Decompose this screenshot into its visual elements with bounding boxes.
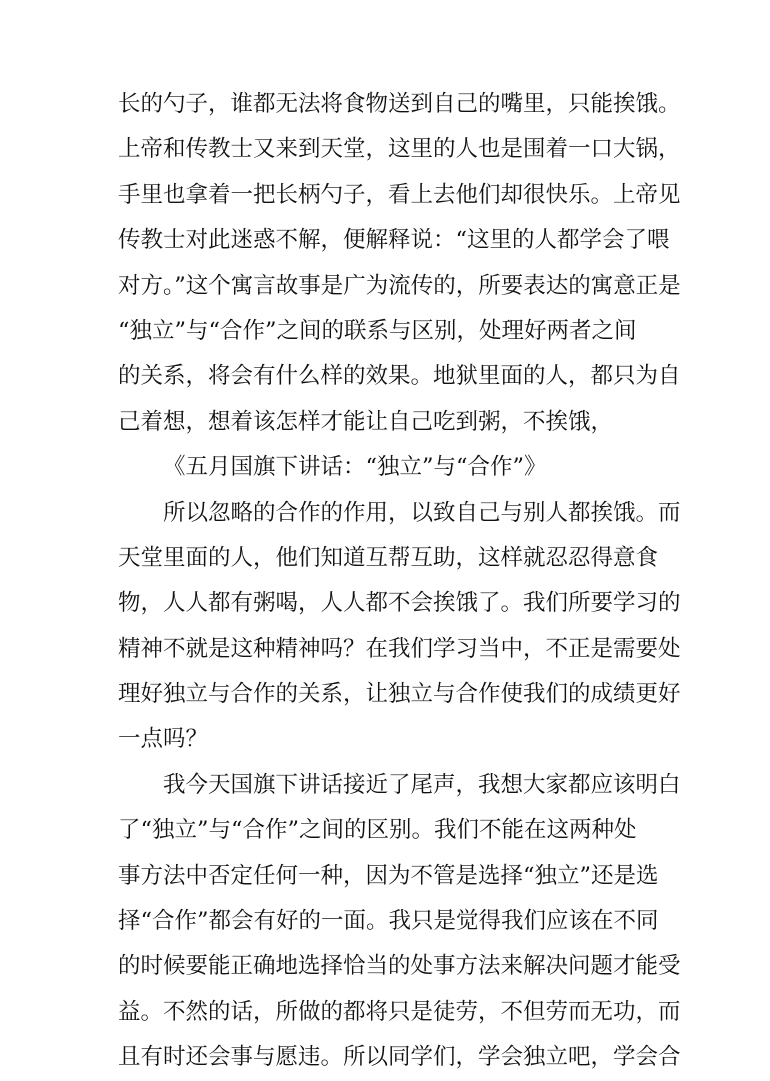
- text-line: 长的勺子，谁都无法将食物送到自己的嘴里，只能挨饿。: [118, 91, 681, 117]
- text-line: 了“独立”与“合作”之间的区别。我们不能在这两种处: [118, 817, 637, 844]
- text-line: 传教士对此迷惑不解，便解释说：“这里的人都学会了喂: [118, 227, 670, 254]
- text-line: 理好独立与合作的关系，让独立与合作使我们的成绩更好: [118, 681, 681, 708]
- text-line: 择“合作”都会有好的一面。我只是觉得我们应该在不同: [118, 908, 659, 935]
- section-title: 《五月国旗下讲话：“独立”与“合作”》: [163, 454, 547, 481]
- text-line: 事方法中否定任何一种，因为不管是选择“独立”还是选: [118, 862, 659, 889]
- text-line: 天堂里面的人，他们知道互帮互助，这样就忍忍得意食: [118, 544, 659, 571]
- text-line: “独立”与“合作”之间的联系与区别，处理好两者之间: [118, 317, 637, 344]
- body-text: [118, 82, 681, 1081]
- text-line: 上帝和传教士又来到天堂，这里的人也是围着一口大锅，: [118, 136, 681, 163]
- text-line: 己着想，想着该怎样才能让自己吃到粥，不挨饿，: [118, 408, 614, 435]
- text-line: 一点吗？: [118, 726, 209, 753]
- text-line: 所以忽略的合作的作用，以致自己与别人都挨饿。而: [163, 499, 681, 526]
- text-line: 对方。”这个寓言故事是广为流传的，所要表达的寓意正是: [118, 272, 681, 299]
- text-line: 手里也拿着一把长柄勺子，看上去他们却很快乐。上帝见: [118, 181, 681, 208]
- text-line: 且有时还会事与愿违。所以同学们，学会独立吧，学会合: [118, 1044, 681, 1071]
- text-line: 的关系，将会有什么样的效果。地狱里面的人，都只为自: [118, 363, 681, 390]
- text-line: 物，人人都有粥喝，人人都不会挨饿了。我们所要学习的: [118, 590, 681, 617]
- text-line: 精神不就是这种精神吗？在我们学习当中，不正是需要处: [118, 635, 681, 662]
- text-line: 益。不然的话，所做的都将只是徒劳，不但劳而无功，而: [118, 998, 681, 1025]
- text-line: 的时候要能正确地选择恰当的处事方法来解决问题才能受: [118, 953, 681, 980]
- text-line: 我今天国旗下讲话接近了尾声，我想大家都应该明白: [163, 771, 681, 798]
